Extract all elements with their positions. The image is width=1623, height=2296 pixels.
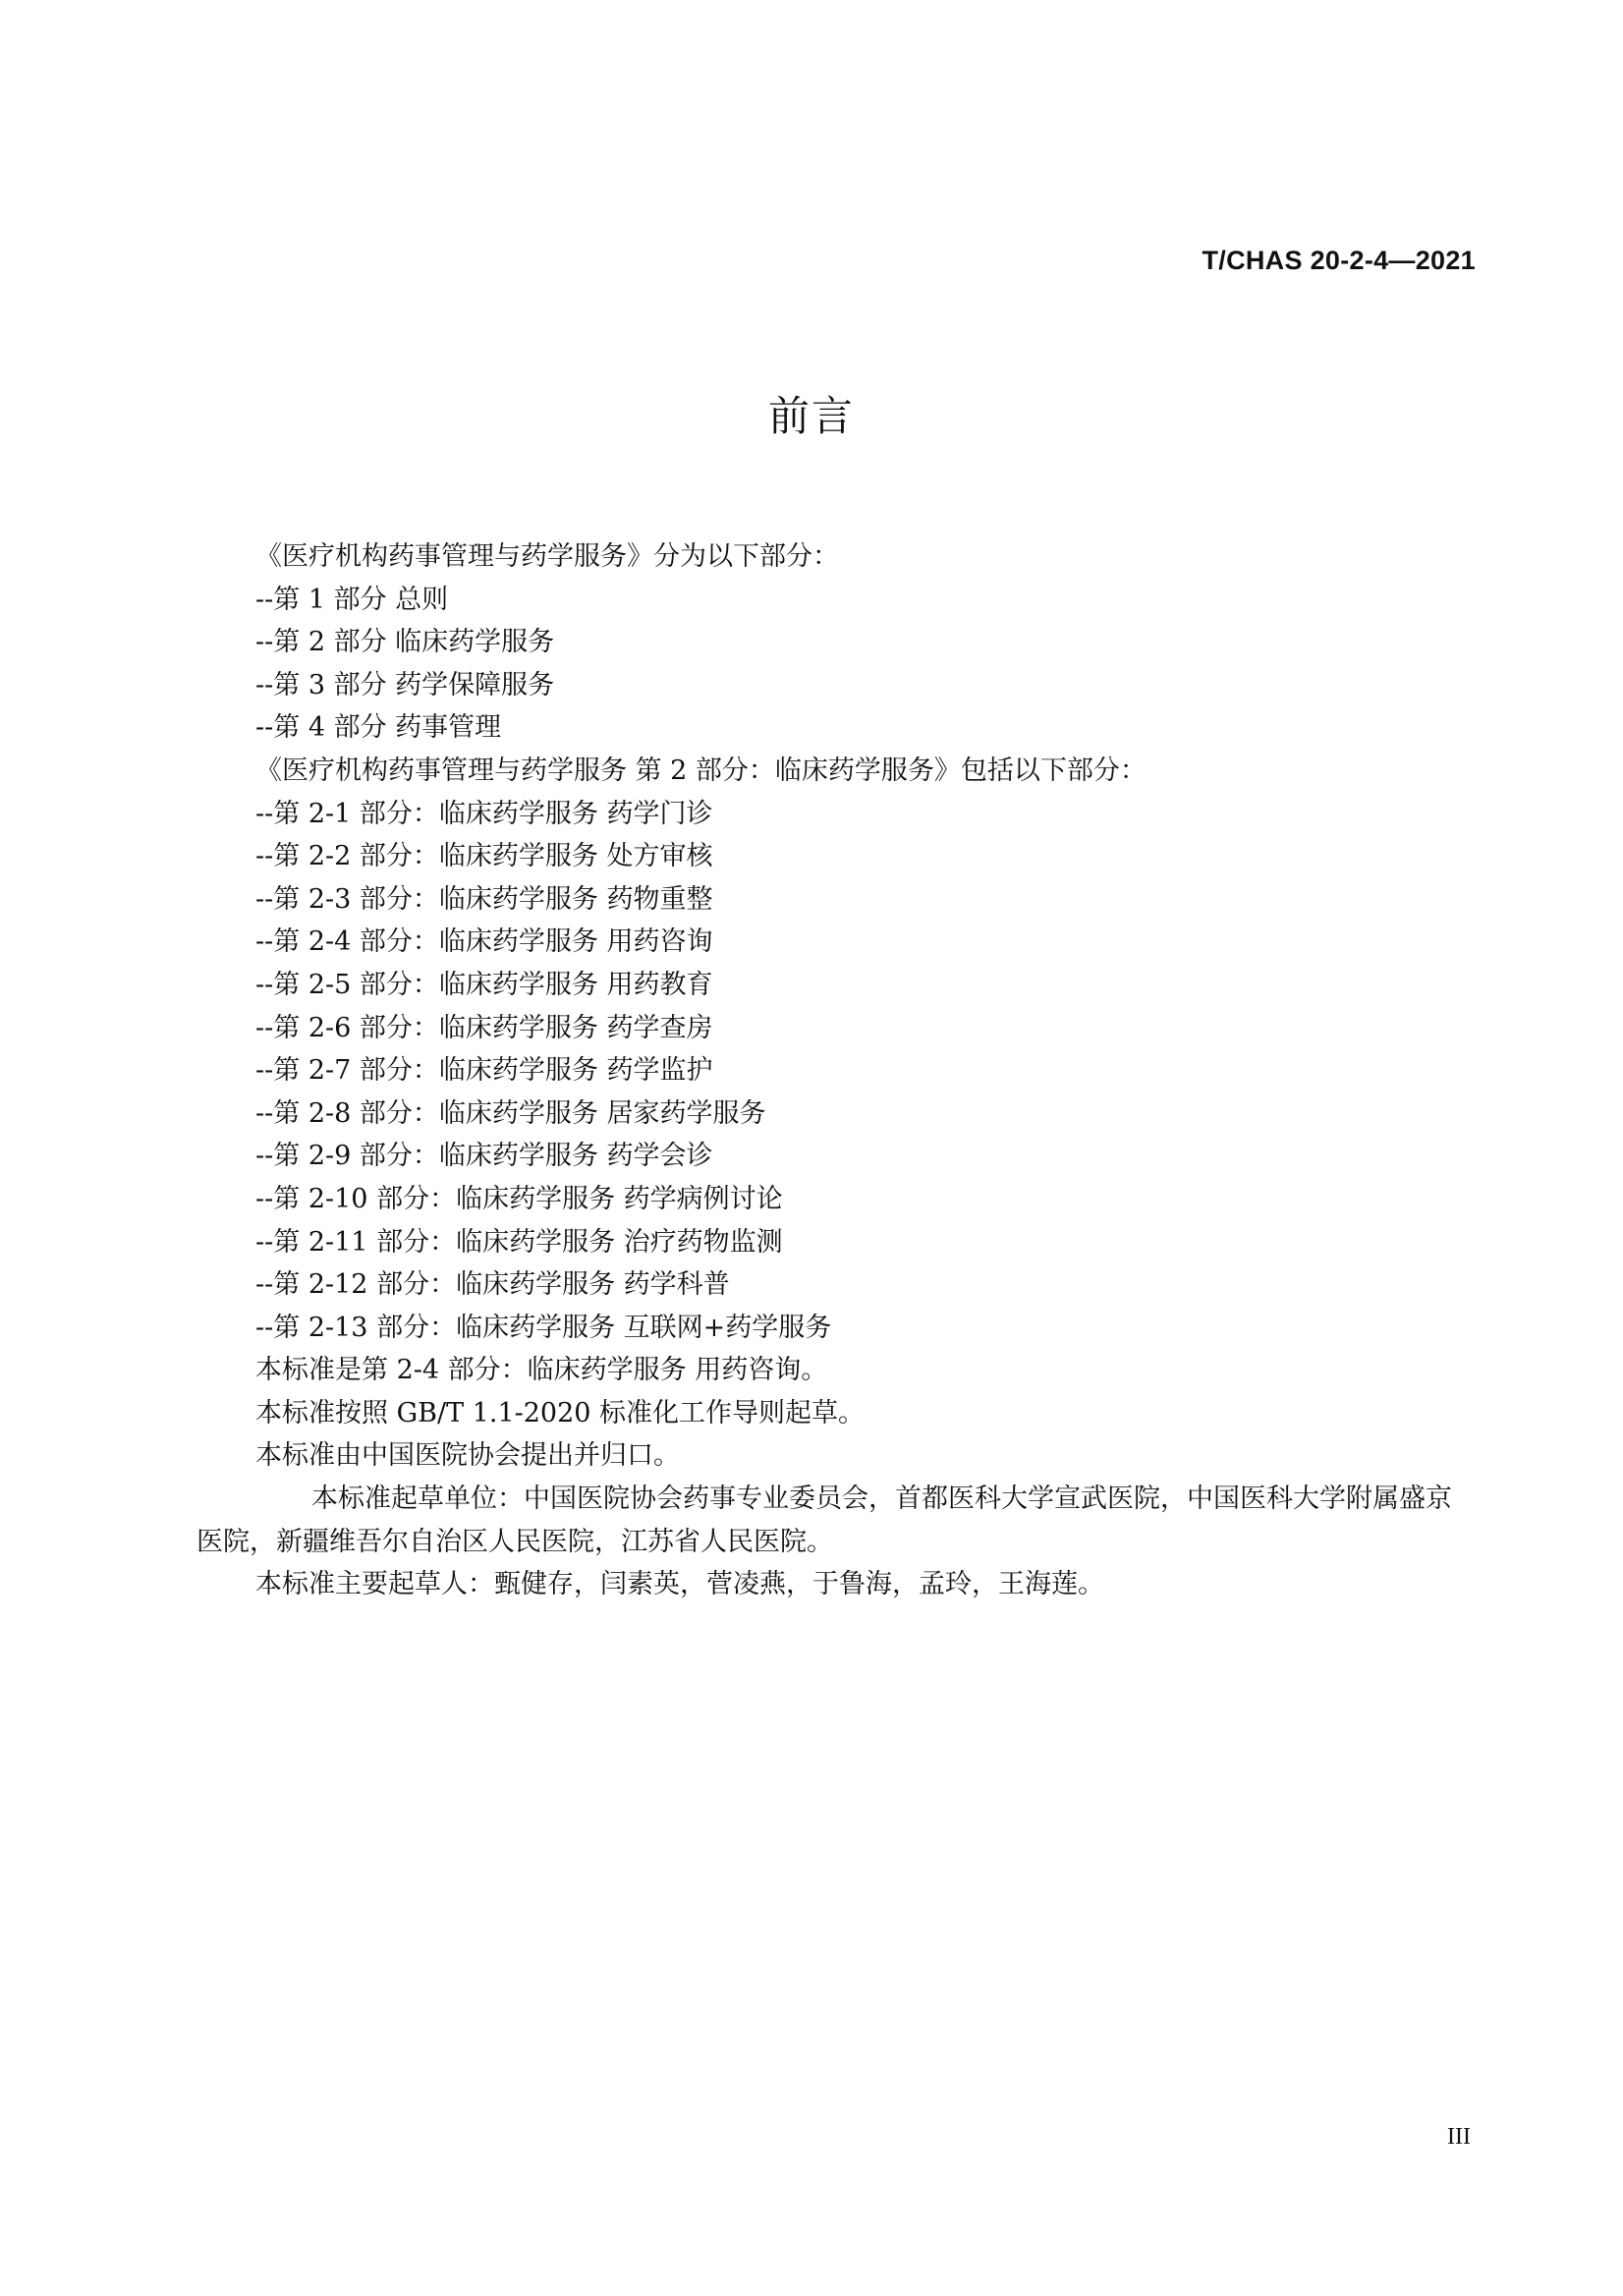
subpart-list-item: --第 2-12 部分：临床药学服务 药学科普: [255, 1269, 730, 1301]
subpart-list-item: --第 2-7 部分：临床药学服务 药学监护: [255, 1055, 713, 1087]
subpart-list-item: --第 2-6 部分：临床药学服务 药学查房: [255, 1012, 713, 1043]
part-list-item: --第 2 部分 临床药学服务: [255, 627, 555, 658]
intro-line: 《医疗机构药事管理与药学服务 第 2 部分：临床药学服务》包括以下部分：: [255, 755, 1147, 786]
part-list-item: --第 3 部分 药学保障服务: [255, 669, 555, 700]
subpart-list-item: --第 2-3 部分：临床药学服务 药物重整: [255, 883, 713, 915]
subpart-list-item: --第 2-4 部分：临床药学服务 用药咨询: [255, 926, 713, 958]
subpart-list-item: --第 2-13 部分：临床药学服务 互联网+药学服务: [255, 1312, 832, 1343]
document-code: T/CHAS 20-2-4—2021: [1202, 246, 1476, 275]
subpart-list-item: --第 2-9 部分：临床药学服务 药学会诊: [255, 1141, 713, 1172]
statement-line: 本标准按照 GB/T 1.1-2020 标准化工作导则起草。: [255, 1397, 866, 1428]
subpart-list-item: --第 2-1 部分：临床药学服务 药学门诊: [255, 798, 713, 829]
subpart-list-item: --第 2-10 部分：临床药学服务 药学病例讨论: [255, 1183, 783, 1214]
subpart-list-item: --第 2-8 部分：临床药学服务 居家药学服务: [255, 1097, 766, 1129]
part-list-item: --第 4 部分 药事管理: [255, 712, 502, 744]
subpart-list-item: --第 2-5 部分：临床药学服务 用药教育: [255, 969, 713, 1000]
drafting-units-paragraph: 本标准起草单位：中国医院协会药事专业委员会，首都医科大学宣武医院，中国医科大学附属盛京医院，新疆维吾尔自治区人民医院，江苏省人民医院。: [196, 1484, 1452, 1557]
subpart-list-item: --第 2-11 部分：临床药学服务 治疗药物监测: [255, 1226, 783, 1258]
drafters-line: 本标准主要起草人：甄健存，闫素英，菅凌燕，于鲁海，孟玲，王海莲。: [255, 1569, 1104, 1600]
page-title: 前言: [767, 392, 855, 440]
statement-line: 本标准是第 2-4 部分：临床药学服务 用药咨询。: [255, 1355, 828, 1386]
subpart-list-item: --第 2-2 部分：临床药学服务 处方审核: [255, 841, 713, 872]
page-number: III: [1447, 2124, 1471, 2150]
intro-line: 《医疗机构药事管理与药学服务》分为以下部分：: [255, 541, 839, 572]
statement-line: 本标准由中国医院协会提出并归口。: [255, 1440, 680, 1472]
foreword-body: [196, 535, 1476, 1606]
part-list-item: --第 1 部分 总则: [255, 584, 449, 615]
